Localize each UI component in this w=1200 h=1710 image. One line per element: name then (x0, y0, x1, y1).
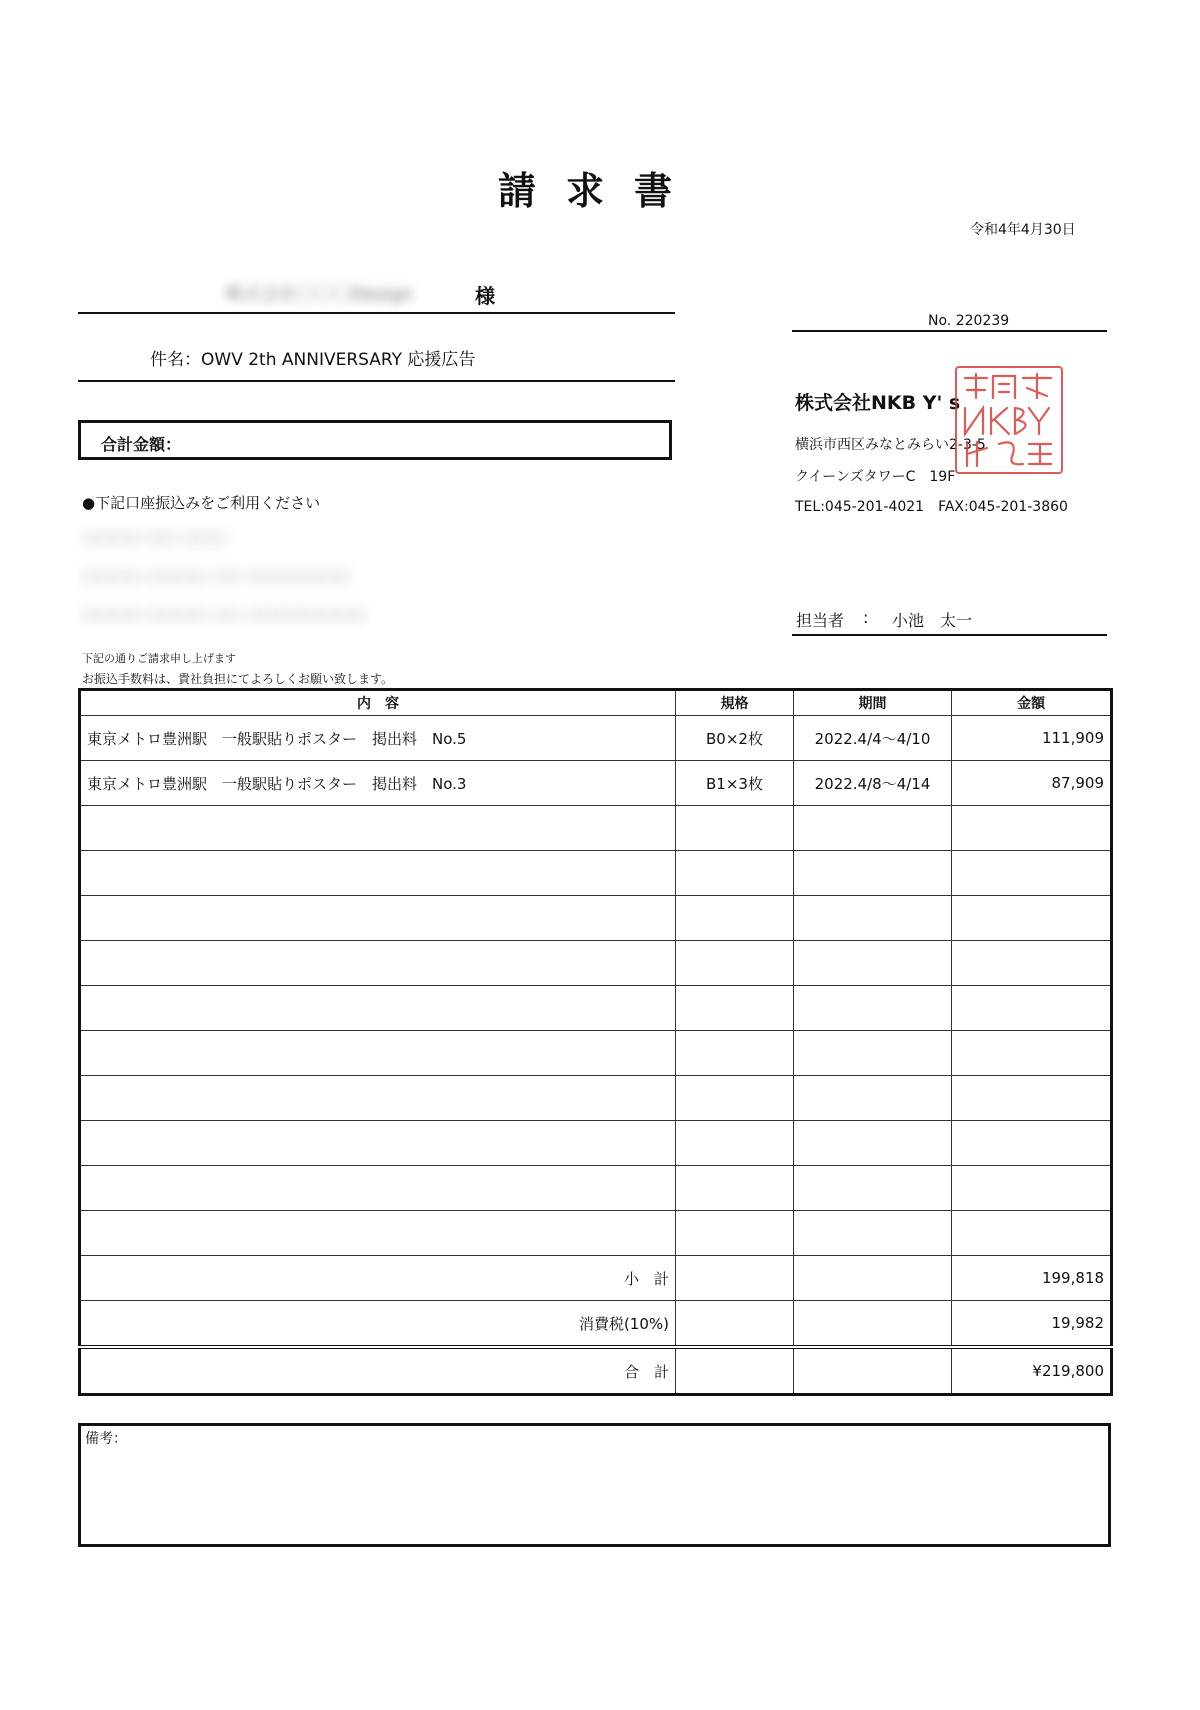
empty-cell (80, 1166, 676, 1211)
billing-note: 下記の通りご請求申し上げます (82, 652, 236, 665)
person-in-charge-name: 小池 太一 (892, 611, 973, 630)
issue-date: 令和4年4月30日 (970, 222, 1076, 238)
subtotal-amount: 199,818 (952, 1256, 1112, 1301)
empty-row (80, 896, 1112, 941)
address-line-2: クイーンズタワーC 19F (795, 469, 956, 485)
empty-cell (952, 1211, 1112, 1256)
empty-cell (676, 1031, 794, 1076)
empty-cell (794, 896, 952, 941)
empty-cell (952, 1166, 1112, 1211)
invoice-number-underline (792, 330, 1107, 332)
empty-row (80, 1121, 1112, 1166)
empty-cell (794, 986, 952, 1031)
client-name: 株式会社〇〇〇Design (225, 284, 414, 305)
empty-cell (676, 1121, 794, 1166)
subtotal-spec-cell (676, 1256, 794, 1301)
empty-cell (676, 1166, 794, 1211)
empty-cell (80, 1031, 676, 1076)
subtotal-label: 小 計 (80, 1256, 676, 1301)
grand-period-cell (794, 1347, 952, 1395)
empty-cell (80, 1211, 676, 1256)
empty-row (80, 1166, 1112, 1211)
tax-row (80, 1301, 1112, 1348)
item-description: 東京メトロ豊洲駅 一般駅貼りポスター 掲出料 No.5 (80, 716, 676, 761)
empty-cell (80, 851, 676, 896)
empty-cell (952, 1076, 1112, 1121)
invoice-items-table (78, 688, 1113, 1396)
empty-cell (952, 1031, 1112, 1076)
item-amount: 87,909 (952, 761, 1112, 806)
empty-cell (676, 896, 794, 941)
empty-cell (80, 1121, 676, 1166)
empty-cell (952, 851, 1112, 896)
empty-cell (80, 941, 676, 986)
grand-spec-cell (676, 1347, 794, 1395)
item-spec: B1×3枚 (676, 761, 794, 806)
subject-line: 件名：OWV 2th ANNIVERSARY 応援広告 (150, 350, 476, 370)
empty-cell (676, 986, 794, 1031)
empty-cell (80, 896, 676, 941)
empty-row (80, 1031, 1112, 1076)
empty-row (80, 851, 1112, 896)
honorific: 様 (475, 284, 495, 308)
empty-cell (794, 1031, 952, 1076)
item-description: 東京メトロ豊洲駅 一般駅貼りポスター 掲出料 No.3 (80, 761, 676, 806)
empty-cell (794, 851, 952, 896)
company-name: 株式会社NKB Y' s (795, 392, 961, 414)
empty-cell (794, 1076, 952, 1121)
total-amount-label: 合計金額： (101, 435, 182, 454)
tax-spec-cell (676, 1301, 794, 1348)
grand-total-row (80, 1347, 1112, 1395)
empty-row (80, 986, 1112, 1031)
seal-stamp-icon (957, 368, 1061, 472)
empty-cell (794, 806, 952, 851)
empty-cell (676, 1076, 794, 1121)
person-in-charge-colon: : (863, 608, 869, 627)
transfer-fee-note: お振込手数料は、貴社負担にてよろしくお願い致します。 (82, 672, 394, 686)
remarks-box (78, 1423, 1111, 1547)
company-seal (955, 366, 1063, 474)
header-amount: 金額 (952, 690, 1112, 716)
bank-line-3: 〇〇〇〇 〇〇〇〇 〇〇 〇〇〇〇〇〇〇〇 (82, 606, 367, 624)
client-underline (78, 312, 675, 314)
subtotal-period-cell (794, 1256, 952, 1301)
empty-cell (794, 1211, 952, 1256)
empty-row (80, 941, 1112, 986)
tax-amount: 19,982 (952, 1301, 1112, 1348)
document-title: 請求書 (497, 169, 702, 213)
empty-cell (676, 806, 794, 851)
grand-total-label: 合 計 (80, 1347, 676, 1395)
item-period: 2022.4/4～4/10 (794, 716, 952, 761)
bank-heading: ●下記口座振込みをご利用ください (82, 494, 321, 512)
empty-cell (952, 941, 1112, 986)
empty-row (80, 1076, 1112, 1121)
header-period: 期間 (794, 690, 952, 716)
invoice-number: No. 220239 (928, 313, 1010, 329)
empty-cell (952, 986, 1112, 1031)
empty-cell (952, 896, 1112, 941)
item-amount: 111,909 (952, 716, 1112, 761)
person-underline (792, 634, 1107, 636)
empty-cell (952, 1121, 1112, 1166)
table-row (80, 716, 1112, 761)
empty-cell (676, 941, 794, 986)
empty-cell (676, 1211, 794, 1256)
person-in-charge-label: 担当者 (796, 611, 845, 630)
empty-row (80, 1211, 1112, 1256)
address-line-1: 横浜市西区みなとみらい2-3-5 (795, 437, 986, 453)
empty-cell (676, 851, 794, 896)
tax-label: 消費税(10%) (80, 1301, 676, 1348)
header-spec: 規格 (676, 690, 794, 716)
bank-line-1: 〇〇〇〇 〇〇 〇〇〇 (82, 530, 227, 548)
empty-row (80, 806, 1112, 851)
empty-cell (794, 1166, 952, 1211)
empty-cell (80, 1076, 676, 1121)
empty-cell (80, 986, 676, 1031)
tax-period-cell (794, 1301, 952, 1348)
item-period: 2022.4/8～4/14 (794, 761, 952, 806)
table-row (80, 761, 1112, 806)
empty-cell (794, 1121, 952, 1166)
header-description: 内 容 (80, 690, 676, 716)
total-amount-box (78, 420, 672, 460)
empty-cell (80, 806, 676, 851)
bank-line-2: 〇〇〇〇 〇〇〇〇 〇〇 〇〇〇〇〇〇〇 (82, 568, 352, 586)
contact-line: TEL:045-201-4021 FAX:045-201-3860 (795, 499, 1068, 515)
table-header-row (80, 690, 1112, 716)
grand-total-amount: ¥219,800 (952, 1347, 1112, 1395)
item-spec: B0×2枚 (676, 716, 794, 761)
subject-underline (78, 380, 675, 382)
empty-cell (952, 806, 1112, 851)
remarks-label: 備考： (85, 1431, 127, 1447)
subtotal-row (80, 1256, 1112, 1301)
empty-cell (794, 941, 952, 986)
